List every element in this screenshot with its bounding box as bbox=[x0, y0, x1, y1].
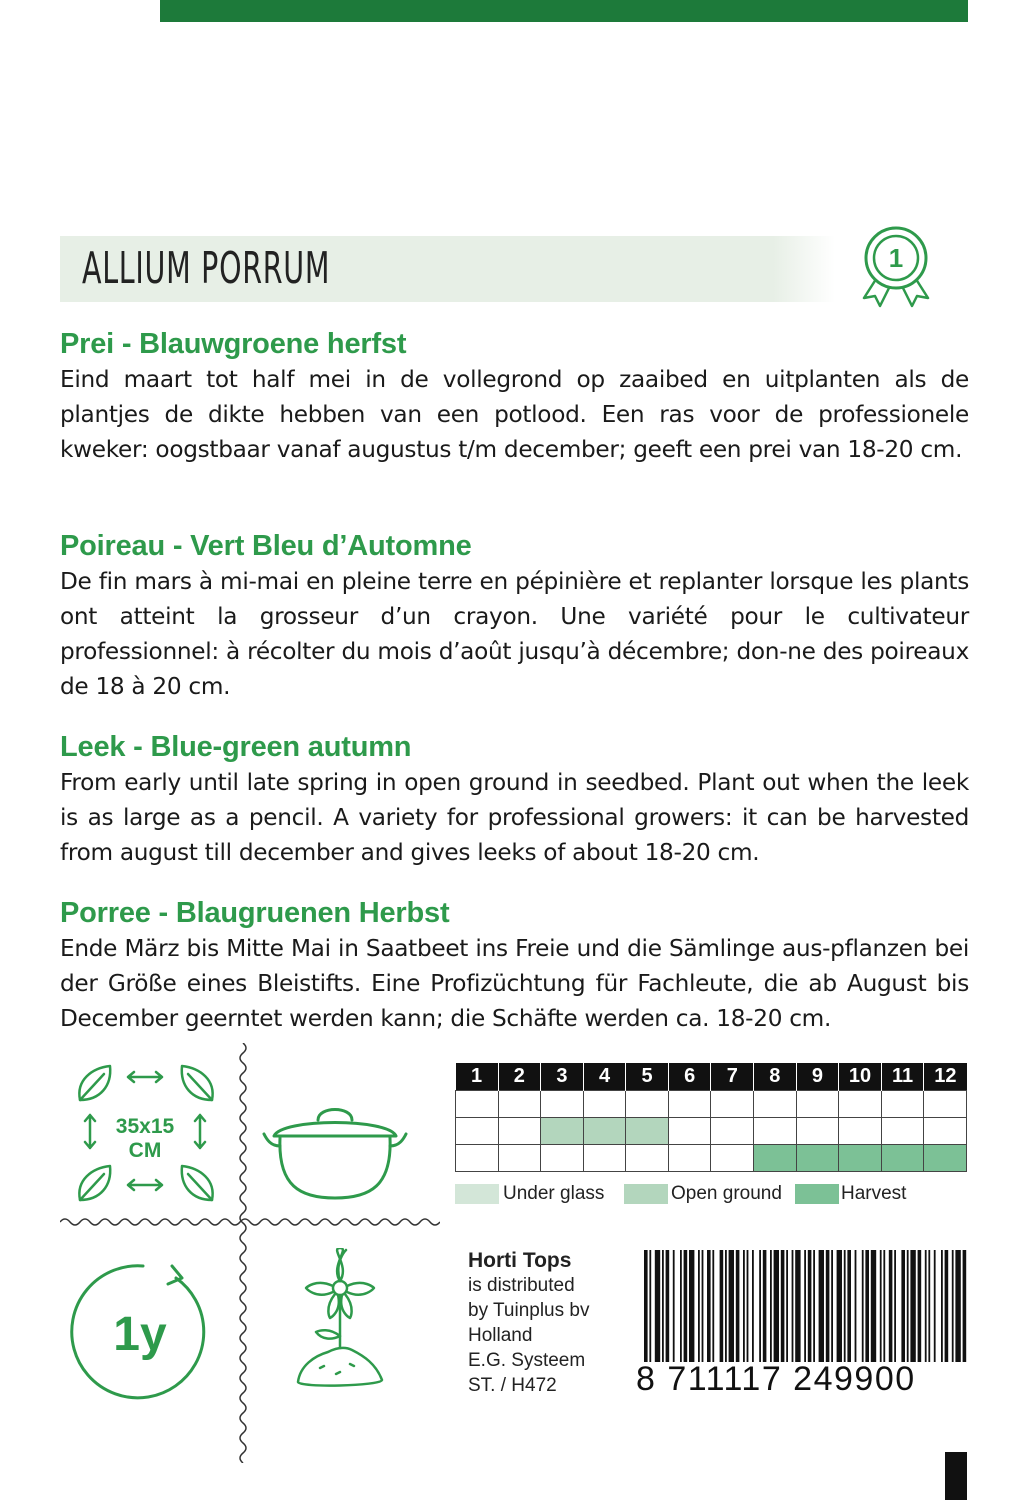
distributor-line: by Tuinplus bv bbox=[468, 1300, 590, 1321]
calendar-cell bbox=[711, 1091, 754, 1118]
title-band bbox=[60, 236, 835, 302]
sowing-calendar bbox=[455, 1063, 967, 1172]
barcode-bar bbox=[689, 1250, 694, 1362]
vertical-wavy-divider bbox=[228, 1043, 258, 1463]
barcode-bar bbox=[673, 1250, 675, 1362]
barcode-bar bbox=[786, 1250, 788, 1362]
section-heading: Porree - Blaugruenen Herbst bbox=[60, 897, 450, 929]
calendar-cell bbox=[796, 1118, 839, 1145]
month-header: 3 bbox=[541, 1063, 584, 1091]
barcode-bar bbox=[720, 1250, 724, 1362]
leaf-icon bbox=[182, 1166, 213, 1200]
calendar-cell bbox=[626, 1118, 669, 1145]
distributor-line: is distributed bbox=[468, 1275, 575, 1296]
month-header: 10 bbox=[839, 1063, 882, 1091]
barcode-bar bbox=[792, 1250, 794, 1362]
spacing-value: 35x15 bbox=[115, 1115, 175, 1138]
barcode-bar bbox=[844, 1250, 846, 1362]
barcode-bar bbox=[837, 1250, 842, 1362]
calendar-row bbox=[456, 1118, 967, 1145]
barcode-bar bbox=[763, 1250, 767, 1362]
month-header: 11 bbox=[881, 1063, 924, 1091]
barcode-bar bbox=[644, 1250, 648, 1362]
barcode-bar bbox=[743, 1250, 745, 1362]
month-header: 9 bbox=[796, 1063, 839, 1091]
calendar-header-row bbox=[456, 1063, 967, 1091]
month-header: 4 bbox=[583, 1063, 626, 1091]
calendar-row bbox=[456, 1091, 967, 1118]
calendar-cell bbox=[924, 1091, 967, 1118]
barcode-bar bbox=[813, 1250, 815, 1362]
calendar-cell bbox=[626, 1091, 669, 1118]
section-english bbox=[60, 729, 969, 870]
top-color-bar bbox=[160, 0, 968, 22]
leaf-icon bbox=[79, 1066, 110, 1100]
legend-label-open-ground: Open ground bbox=[671, 1183, 782, 1204]
section-french bbox=[60, 528, 969, 704]
barcode-bar bbox=[831, 1250, 833, 1362]
badge-number: 1 bbox=[888, 243, 904, 273]
barcode-bar bbox=[889, 1250, 893, 1362]
calendar-cell bbox=[881, 1118, 924, 1145]
barcode-bar bbox=[826, 1250, 830, 1362]
section-heading: Poireau - Vert Bleu d’Automne bbox=[60, 530, 472, 562]
barcode-bar bbox=[952, 1250, 954, 1362]
section-german bbox=[60, 895, 969, 1036]
barcode-bar bbox=[655, 1250, 660, 1362]
section-heading: Leek - Blue-green autumn bbox=[60, 731, 412, 763]
calendar-cell bbox=[668, 1145, 711, 1172]
barcode-bar bbox=[880, 1250, 882, 1362]
barcode-bar bbox=[781, 1250, 785, 1362]
rosette-award-icon bbox=[858, 224, 934, 310]
calendar-cell bbox=[498, 1091, 541, 1118]
calendar-cell bbox=[881, 1145, 924, 1172]
annual-cycle-icon bbox=[68, 1258, 218, 1408]
barcode-bar bbox=[925, 1250, 927, 1362]
barcode-bar bbox=[918, 1250, 922, 1362]
calendar-cell bbox=[456, 1145, 499, 1172]
distributor-line: ST. / H472 bbox=[468, 1375, 557, 1396]
calendar-cell bbox=[839, 1091, 882, 1118]
brand-name: Horti Tops bbox=[468, 1249, 572, 1272]
leaf-icon bbox=[182, 1066, 213, 1100]
legend-swatch-harvest bbox=[795, 1184, 839, 1204]
print-registration-mark bbox=[945, 1452, 967, 1500]
barcode-bar bbox=[907, 1250, 909, 1362]
calendar-cell bbox=[541, 1145, 584, 1172]
barcode-bar bbox=[883, 1250, 885, 1362]
month-header: 6 bbox=[668, 1063, 711, 1091]
barcode-bar bbox=[910, 1250, 915, 1362]
calendar-legend bbox=[455, 1182, 975, 1210]
legend-label-harvest: Harvest bbox=[841, 1183, 907, 1204]
latin-name-title: ALLIUM PORRUM bbox=[82, 243, 331, 294]
month-header: 5 bbox=[626, 1063, 669, 1091]
calendar-cell bbox=[668, 1091, 711, 1118]
barcode-bar bbox=[862, 1250, 864, 1362]
legend-swatch-under-glass bbox=[455, 1184, 499, 1204]
barcode-bar bbox=[871, 1250, 876, 1362]
month-header: 2 bbox=[498, 1063, 541, 1091]
barcode-bar bbox=[684, 1250, 688, 1362]
calendar-cell bbox=[498, 1118, 541, 1145]
barcode-bar bbox=[707, 1250, 711, 1362]
barcode-bar bbox=[759, 1250, 761, 1362]
barcode-bar bbox=[941, 1250, 943, 1362]
barcode-bar bbox=[747, 1250, 749, 1362]
lifecycle-label: 1y bbox=[113, 1308, 167, 1361]
calendar-cell bbox=[456, 1091, 499, 1118]
barcode-bar bbox=[702, 1250, 704, 1362]
barcode-bar bbox=[712, 1250, 714, 1362]
barcode-bar bbox=[847, 1250, 851, 1362]
barcode-bar bbox=[795, 1250, 800, 1362]
calendar-cell bbox=[754, 1145, 797, 1172]
cooking-pot-icon bbox=[260, 1098, 410, 1210]
calendar-cell bbox=[881, 1091, 924, 1118]
calendar-cell bbox=[711, 1145, 754, 1172]
calendar-cell bbox=[839, 1118, 882, 1145]
calendar-cell bbox=[456, 1118, 499, 1145]
calendar-cell bbox=[924, 1118, 967, 1145]
barcode-number: 8 711117 249900 bbox=[636, 1360, 916, 1398]
barcode-bar bbox=[901, 1250, 905, 1362]
section-text: Eind maart tot half mei in de vollegrond op zaaibed en uitplanten als de plantjes de dikte hebben van een potlood. Een ras voor de professionele kweker: oogstbaar vanaf augustus t/m december; geeft een prei van 18-20 cm. bbox=[60, 366, 969, 463]
section-text: From early until late spring in open ground in seedbed. Plant out when the leek is as large as a pencil. A variety for professional growers: it can be harvested from august till december and gives leeks of about 18-20 cm. bbox=[60, 769, 969, 866]
barcode-bar bbox=[963, 1250, 967, 1362]
calendar-cell bbox=[754, 1091, 797, 1118]
horizontal-wavy-divider bbox=[60, 1212, 440, 1232]
distributor-line: E.G. Systeem bbox=[468, 1350, 586, 1371]
barcode-bar bbox=[955, 1250, 960, 1362]
barcode-bar bbox=[855, 1250, 857, 1362]
month-header: 12 bbox=[924, 1063, 967, 1091]
barcode-bar bbox=[649, 1250, 651, 1362]
calendar-cell bbox=[668, 1118, 711, 1145]
barcode-bar bbox=[928, 1250, 930, 1362]
section-text: De fin mars à mi-mai en pleine terre en pépinière et replanter lorsque les plants ont atteint la grosseur d’un crayon. Une variété pour le cultivateur professionnel: à récolter du mois d’août jusqu’à décembre; don-ne des poireaux de 18 à 20 cm. bbox=[60, 568, 969, 700]
barcode-bar bbox=[934, 1250, 936, 1362]
barcode-bar bbox=[662, 1250, 664, 1362]
plant-spacing-icon bbox=[66, 1060, 226, 1210]
barcode-bar bbox=[680, 1250, 682, 1362]
barcode-bar bbox=[729, 1250, 734, 1362]
barcode-bar bbox=[666, 1250, 670, 1362]
calendar-cell bbox=[626, 1145, 669, 1172]
calendar-cell bbox=[541, 1118, 584, 1145]
calendar-cell bbox=[796, 1091, 839, 1118]
barcode-bar bbox=[865, 1250, 869, 1362]
month-header: 1 bbox=[456, 1063, 499, 1091]
barcode-bar bbox=[945, 1250, 949, 1362]
month-header: 7 bbox=[711, 1063, 754, 1091]
calendar-cell bbox=[796, 1145, 839, 1172]
barcode-bar bbox=[736, 1250, 740, 1362]
calendar-cell bbox=[583, 1091, 626, 1118]
distributor-line: Holland bbox=[468, 1325, 533, 1346]
month-header: 8 bbox=[754, 1063, 797, 1091]
barcode-bar bbox=[808, 1250, 812, 1362]
spacing-unit: CM bbox=[128, 1139, 162, 1162]
barcode-bar bbox=[752, 1250, 754, 1362]
barcode-bar bbox=[894, 1250, 896, 1362]
barcode-bar bbox=[770, 1250, 772, 1362]
calendar-cell bbox=[711, 1118, 754, 1145]
barcode-bar bbox=[804, 1250, 806, 1362]
barcode-bar bbox=[698, 1250, 700, 1362]
calendar-cell bbox=[924, 1145, 967, 1172]
legend-swatch-open-ground bbox=[624, 1184, 668, 1204]
barcode-bar bbox=[725, 1250, 727, 1362]
calendar-cell bbox=[541, 1091, 584, 1118]
flower-soil-icon bbox=[290, 1248, 390, 1398]
calendar-row bbox=[456, 1145, 967, 1172]
calendar-cell bbox=[498, 1145, 541, 1172]
section-text: Ende März bis Mitte Mai in Saatbeet ins Freie und die Sämlinge aus-pflanzen bei der Größe eines Bleistifts. Eine Profizüchtung für Fachleute, die ab August bis December geerntet werden kann; die Schäfte werden ca. 18-20 cm. bbox=[60, 935, 969, 1032]
barcode-bar bbox=[819, 1250, 824, 1362]
barcode-bar bbox=[774, 1250, 779, 1362]
calendar-cell bbox=[583, 1145, 626, 1172]
leaf-icon bbox=[79, 1166, 110, 1200]
section-heading: Prei - Blauwgroene herfst bbox=[60, 328, 407, 360]
section-dutch bbox=[60, 326, 969, 467]
calendar-cell bbox=[754, 1118, 797, 1145]
legend-label-under-glass: Under glass bbox=[503, 1183, 605, 1204]
distributor-info bbox=[468, 1248, 589, 1398]
calendar-cell bbox=[839, 1145, 882, 1172]
calendar-cell bbox=[583, 1118, 626, 1145]
